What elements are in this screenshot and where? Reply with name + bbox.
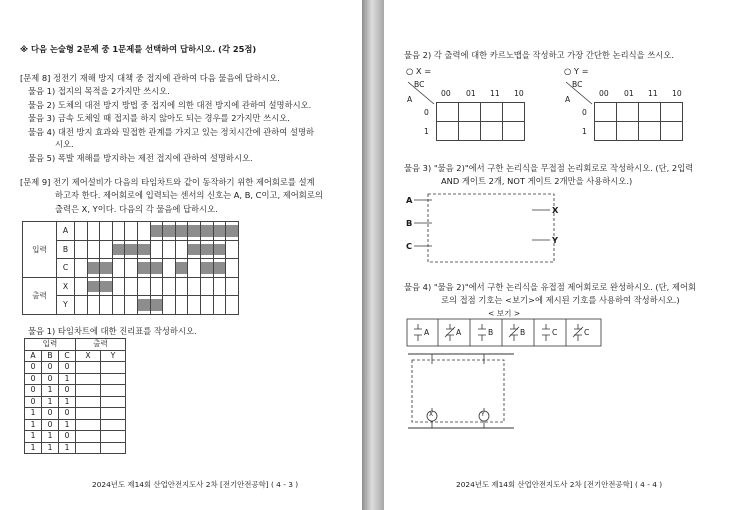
timing-cell[interactable] [75, 277, 88, 296]
truth-input-value: 0 [42, 408, 59, 420]
kmap-y-cell[interactable] [639, 122, 661, 141]
sub-question-2: 물음 2) 각 출력에 대한 카르노맵을 작성하고 가장 간단한 논리식을 쓰시오. [404, 50, 674, 60]
truth-output-cell[interactable] [76, 385, 101, 397]
timing-cell [137, 222, 150, 241]
question-9-line-2: 하고자 한다. 제어회로에 입력되는 센서의 신호는 A, B, C이고, 제어회로의 [55, 190, 323, 200]
timing-cell [188, 222, 201, 241]
timing-cell [137, 259, 150, 278]
timing-signal-name: A [57, 222, 75, 241]
timing-cell [150, 222, 163, 241]
kmap-x-col-00: 00 [441, 89, 451, 98]
truth-row [25, 362, 126, 374]
timing-signal-name: X [57, 277, 75, 296]
timing-cell [188, 240, 201, 259]
truth-output-cell[interactable] [76, 442, 101, 454]
timing-cell[interactable] [137, 296, 150, 315]
truth-input-value: 0 [42, 373, 59, 385]
kmap-x-cell[interactable] [437, 103, 459, 122]
kmap-x-cell[interactable] [437, 122, 459, 141]
left-page [0, 0, 362, 510]
kmap-y-col-11: 11 [648, 89, 658, 98]
truth-output-cell[interactable] [76, 373, 101, 385]
truth-input-value: 1 [59, 373, 76, 385]
timing-cell [125, 240, 138, 259]
timing-high-bar [138, 299, 150, 311]
ladder-circuit [406, 350, 516, 432]
timing-high-bar [138, 244, 150, 256]
q8-item-3: 물음 3) 금속 도체일 때 접지를 하지 않아도 되는 경우를 2가지만 쓰시오. [28, 113, 290, 123]
coil-y-label: Y [481, 411, 485, 418]
truth-input-value: 1 [25, 408, 42, 420]
truth-input-value: 1 [25, 442, 42, 454]
timing-cell [137, 240, 150, 259]
timing-cell[interactable] [100, 296, 113, 315]
truth-input-value: 1 [59, 396, 76, 408]
timing-high-bar [151, 299, 163, 311]
sub-question-3-line-2: AND 게이트 2개, NOT 게이트 2개만을 사용하시오.) [441, 176, 633, 186]
bogi-contact-a-no: A [424, 328, 430, 337]
timing-cell [213, 222, 226, 241]
kmap-x-grid [436, 102, 525, 141]
truth-table [24, 338, 126, 454]
truth-output-cell[interactable] [101, 408, 126, 420]
kmap-x-cell[interactable] [503, 103, 525, 122]
logic-input-b: B [406, 218, 413, 228]
section-header: ※ 다음 논술형 2문제 중 1문제를 선택하여 답하시오. (각 25점) [20, 44, 257, 54]
truth-output-cell[interactable] [76, 362, 101, 374]
right-page [384, 0, 743, 510]
kmap-x-cell[interactable] [481, 122, 503, 141]
timing-cell [100, 259, 113, 278]
truth-output-header: 출력 [76, 339, 126, 351]
truth-output-cell[interactable] [101, 442, 126, 454]
truth-row [25, 385, 126, 397]
truth-output-cell[interactable] [76, 419, 101, 431]
truth-output-cell[interactable] [76, 396, 101, 408]
truth-input-value: 1 [42, 431, 59, 443]
truth-input-value: 0 [59, 385, 76, 397]
truth-col-c: C [59, 350, 76, 362]
right-footer: 2024년도 제14회 산업안전지도사 2차 [전기안전공학] ( 4 - 4 ) [456, 480, 663, 489]
truth-input-value: 0 [25, 385, 42, 397]
timing-cell[interactable] [163, 296, 176, 315]
timing-cell[interactable] [175, 277, 188, 296]
kmap-x-row-0: 0 [424, 108, 429, 117]
bogi-contacts [406, 318, 602, 348]
truth-output-cell[interactable] [101, 385, 126, 397]
truth-row [25, 408, 126, 420]
timing-cell [125, 222, 138, 241]
truth-input-header: 입력 [25, 339, 76, 351]
coil-x-label: X [429, 411, 434, 418]
q8-item-4: 물음 4) 대전 방지 효과와 밀접한 관계를 가지고 있는 정치시간에 관하여 설명하 [28, 127, 314, 137]
truth-row [25, 442, 126, 454]
kmap-y-cell[interactable] [661, 103, 683, 122]
kmap-x-row-1: 1 [424, 127, 429, 136]
kmap-x-col-11: 11 [490, 89, 500, 98]
timing-row [23, 277, 239, 296]
timing-cell [163, 259, 176, 278]
bogi-contact-c-nc: C [584, 328, 590, 337]
kmap-y-row-0: 0 [582, 108, 587, 117]
timing-cell[interactable] [163, 277, 176, 296]
truth-row [25, 396, 126, 408]
truth-input-value: 0 [59, 362, 76, 374]
question-9-line-3: 출력은 X, Y이다. 다음의 각 물음에 답하시오. [55, 204, 218, 214]
timing-cell [226, 222, 239, 241]
truth-output-cell[interactable] [76, 431, 101, 443]
kmap-y-grid [594, 102, 683, 141]
timing-cell[interactable] [150, 296, 163, 315]
kmap-y-cell[interactable] [617, 103, 639, 122]
q8-item-4-cont: 시오. [55, 139, 74, 149]
timing-cell [226, 240, 239, 259]
timing-high-bar [201, 262, 213, 274]
timing-cell [175, 222, 188, 241]
q8-item-1: 물음 1) 접지의 목적을 2가지만 쓰시오. [28, 86, 170, 96]
timing-cell[interactable] [112, 277, 125, 296]
timing-cell[interactable] [137, 277, 150, 296]
timing-cell [75, 222, 88, 241]
left-footer: 2024년도 제14회 산업안전지도사 2차 [전기안전공학] ( 4 - 3 ) [92, 480, 299, 489]
truth-output-cell[interactable] [101, 419, 126, 431]
timing-cell[interactable] [150, 277, 163, 296]
timing-cell [163, 222, 176, 241]
kmap-x-cell[interactable] [459, 103, 481, 122]
sub-question-1: 물음 1) 타임차트에 대한 진리표를 작성하시오. [28, 326, 197, 336]
timing-signal-name: Y [57, 296, 75, 315]
kmap-x-col-10: 10 [514, 89, 524, 98]
timing-cell[interactable] [175, 296, 188, 315]
timing-high-bar [214, 262, 226, 274]
truth-row [25, 419, 126, 431]
timing-cell [175, 240, 188, 259]
truth-input-value: 0 [42, 419, 59, 431]
truth-row [25, 373, 126, 385]
timing-cell[interactable] [87, 277, 100, 296]
kmap-y-corner-bc: BC [572, 80, 583, 89]
bogi-contact-b-no: B [488, 328, 494, 337]
timing-cell [100, 222, 113, 241]
timing-cell [200, 259, 213, 278]
timing-cell [163, 240, 176, 259]
timing-high-bar [176, 262, 188, 274]
truth-input-value: 0 [25, 373, 42, 385]
truth-input-value: 1 [42, 385, 59, 397]
kmap-y-col-10: 10 [672, 89, 682, 98]
timing-cell [112, 222, 125, 241]
timing-high-bar [188, 225, 200, 237]
truth-output-cell[interactable] [101, 396, 126, 408]
sub-question-3-line-1: 물음 3) "물음 2)"에서 구한 논리식을 무접점 논리회로로 작성하시오. (단, 2입력 [404, 163, 694, 173]
kmap-y-label: ○ Y = [564, 66, 589, 76]
timing-cell [200, 222, 213, 241]
kmap-x-cell[interactable] [503, 122, 525, 141]
timing-cell [200, 240, 213, 259]
kmap-x-col-01: 01 [466, 89, 476, 98]
timing-cell [75, 240, 88, 259]
timing-cell [75, 259, 88, 278]
kmap-x-cell[interactable] [481, 103, 503, 122]
kmap-y-cell[interactable] [661, 122, 683, 141]
kmap-y-row-1: 1 [582, 127, 587, 136]
truth-input-value: 0 [59, 431, 76, 443]
timing-high-bar [188, 244, 200, 256]
kmap-y-cell[interactable] [617, 122, 639, 141]
q8-item-5: 물음 5) 폭발 재해를 방지하는 제전 접지에 관하여 설명하시오. [28, 153, 253, 163]
timing-cell [226, 259, 239, 278]
kmap-x-cell[interactable] [459, 122, 481, 141]
timing-row [23, 222, 239, 241]
timing-high-bar [151, 225, 163, 237]
bogi-title: < 보기 > [488, 309, 521, 318]
question-8-title: [문제 8] 정전기 재해 방지 대책 중 접지에 관하여 다음 물음에 답하시오. [20, 73, 280, 83]
timing-cell [188, 259, 201, 278]
timing-high-bar [88, 262, 100, 274]
question-9-line-1: [문제 9] 전기 제어설비가 다음의 타임차트와 같이 동작하기 위한 제어회로를 설계 [20, 177, 315, 187]
truth-col-y: Y [101, 350, 126, 362]
timing-cell[interactable] [226, 296, 239, 315]
sub-question-4-line-2: 로의 접점 기호는 <보기>에 제시된 기호를 사용하여 작성하시오.) [441, 295, 680, 305]
timing-signal-name: C [57, 259, 75, 278]
truth-input-value: 1 [42, 396, 59, 408]
truth-input-value: 1 [42, 442, 59, 454]
kmap-y-corner-a: A [565, 95, 571, 104]
logic-circuit-box [404, 190, 564, 266]
timing-cell[interactable] [226, 277, 239, 296]
timing-high-bar [176, 225, 188, 237]
bogi-contact-c-no: C [552, 328, 558, 337]
timing-high-bar [100, 281, 112, 293]
timing-cell[interactable] [213, 277, 226, 296]
bogi-contact-a-nc: A [456, 328, 462, 337]
timing-cell [100, 240, 113, 259]
timing-cell [213, 259, 226, 278]
timing-high-bar [100, 262, 112, 274]
truth-input-value: 0 [42, 362, 59, 374]
timing-input-label: 입력 [23, 222, 57, 278]
truth-input-value: 1 [59, 419, 76, 431]
timing-high-bar [113, 244, 125, 256]
timing-cell [175, 259, 188, 278]
truth-input-value: 0 [25, 362, 42, 374]
timing-cell[interactable] [125, 277, 138, 296]
truth-output-cell[interactable] [101, 431, 126, 443]
truth-input-value: 1 [25, 419, 42, 431]
truth-output-cell[interactable] [101, 362, 126, 374]
kmap-y-cell[interactable] [595, 103, 617, 122]
truth-input-value: 1 [59, 442, 76, 454]
truth-input-value: 0 [59, 408, 76, 420]
timing-high-bar [88, 281, 100, 293]
timing-signal-name: B [57, 240, 75, 259]
timing-cell [87, 222, 100, 241]
timing-cell[interactable] [87, 296, 100, 315]
truth-row [25, 431, 126, 443]
truth-col-x: X [76, 350, 101, 362]
truth-col-b: B [42, 350, 59, 362]
logic-input-c: C [406, 241, 413, 251]
q8-item-2: 물음 2) 도체의 대전 방지 방법 중 접지에 의한 대전 방지에 관하여 설명하시오. [28, 100, 312, 110]
truth-input-value: 1 [25, 431, 42, 443]
kmap-x-corner-a: A [407, 95, 413, 104]
sub-question-4-line-1: 물음 4) "물음 2)"에서 구한 논리식을 유접점 제어회로로 완성하시오. (단, 제어회 [404, 282, 696, 292]
book-gutter [362, 0, 384, 510]
timing-cell [213, 240, 226, 259]
timing-high-bar [201, 225, 213, 237]
timing-cell [112, 259, 125, 278]
truth-input-value: 0 [25, 396, 42, 408]
timing-high-bar [125, 244, 137, 256]
timing-high-bar [151, 262, 163, 274]
timing-cell[interactable] [200, 277, 213, 296]
kmap-y-col-00: 00 [599, 89, 609, 98]
timing-high-bar [226, 225, 238, 237]
logic-output-y: Y [552, 235, 559, 245]
timing-high-bar [214, 244, 226, 256]
kmap-y-cell[interactable] [639, 103, 661, 122]
timing-cell[interactable] [75, 296, 88, 315]
timing-cell[interactable] [188, 277, 201, 296]
timing-cell [87, 240, 100, 259]
kmap-x-corner-bc: BC [414, 80, 425, 89]
kmap-y-col-01: 01 [624, 89, 634, 98]
timing-cell[interactable] [112, 296, 125, 315]
timing-cell [112, 240, 125, 259]
timing-cell[interactable] [188, 296, 201, 315]
timing-cell [125, 259, 138, 278]
truth-output-cell[interactable] [76, 408, 101, 420]
timing-cell[interactable] [213, 296, 226, 315]
kmap-y-cell[interactable] [595, 122, 617, 141]
timing-chart [22, 221, 239, 315]
timing-cell [150, 259, 163, 278]
timing-high-bar [138, 262, 150, 274]
timing-cell[interactable] [125, 296, 138, 315]
timing-high-bar [201, 244, 213, 256]
timing-cell [87, 259, 100, 278]
timing-cell[interactable] [200, 296, 213, 315]
truth-col-a: A [25, 350, 42, 362]
logic-input-a: A [406, 195, 413, 205]
truth-output-cell[interactable] [101, 373, 126, 385]
timing-cell[interactable] [100, 277, 113, 296]
timing-high-bar [163, 225, 175, 237]
timing-high-bar [214, 225, 226, 237]
kmap-x-label: ○ X = [406, 66, 432, 76]
logic-output-x: X [552, 205, 559, 215]
timing-output-label: 출력 [23, 277, 57, 314]
bogi-contact-b-nc: B [520, 328, 526, 337]
timing-cell [150, 240, 163, 259]
